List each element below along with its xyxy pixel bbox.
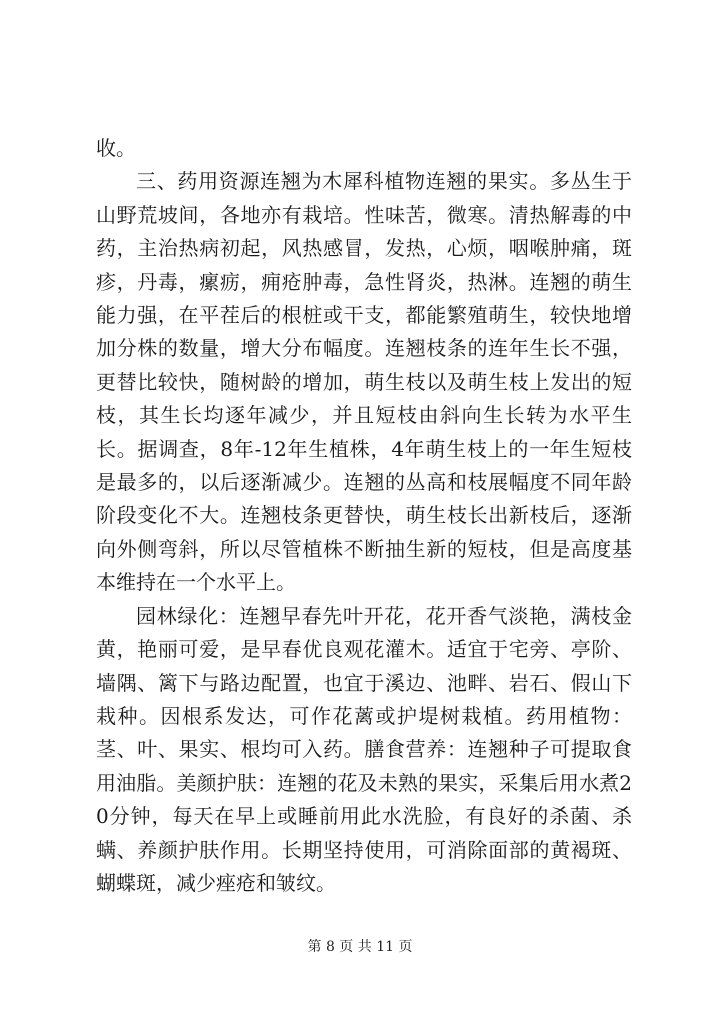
paragraph-medicinal-resources: 三、药用资源连翘为木犀科植物连翘的果实。多丛生于山野荒坡间，各地亦有栽培。性味苦，微寒。清热解毒的中药，主治热病初起，风热感冒，发热，心烦，咽喉肿痛，斑疹，丹毒，瘰疬，痈疮肿毒，急性肾炎，热淋。连翘的萌生能力强，在平茬后的根桩或干支，都能繁殖萌生，较快地增加分株的数量，增大分布幅度。连翘枝条的连年生长不强，更替比较快，随树龄的增加，萌生枝以及萌生枝上发出的短枝，其生长均逐年减少，并且短枝由斜向生长转为水平生长。据调查，8年-12年生植株，4年萌生枝上的一年生短枝是最多的，以后逐渐减少。连翘的丛高和枝展幅度不同年龄阶段变化不大。连翘枝条更替快，萌生枝长出新枝后，逐渐向外侧弯斜，所以尽管植株不断抽生新的短枝，但是高度基本维持在一个水平上。 xyxy=(96,169,632,595)
document-body xyxy=(96,132,632,900)
paragraph-continuation: 收。 xyxy=(96,136,136,160)
page-footer: 第 8 页 共 11 页 xyxy=(307,939,413,955)
paragraph-landscaping-uses: 园林绿化：连翘早春先叶开花，花开香气淡艳，满枝金黄，艳丽可爱，是早春优良观花灌木。适宜于宅旁、亭阶、墙隅、篱下与路边配置，也宜于溪边、池畔、岩石、假山下栽种。因根系发达，可作花蓠或护堤树栽植。药用植物：茎、叶、果实、根均可入药。膳食营养：连翘种子可提取食用油脂。美颜护肤：连翘的花及未熟的果实，采集后用水煮20分钟，每天在早上或睡前用此水洗脸，有良好的杀菌、杀螨、养颜护肤作用。长期坚持使用，可消除面部的黄褐斑、蝴蝶斑，减少痤疮和皱纹。 xyxy=(96,603,632,895)
